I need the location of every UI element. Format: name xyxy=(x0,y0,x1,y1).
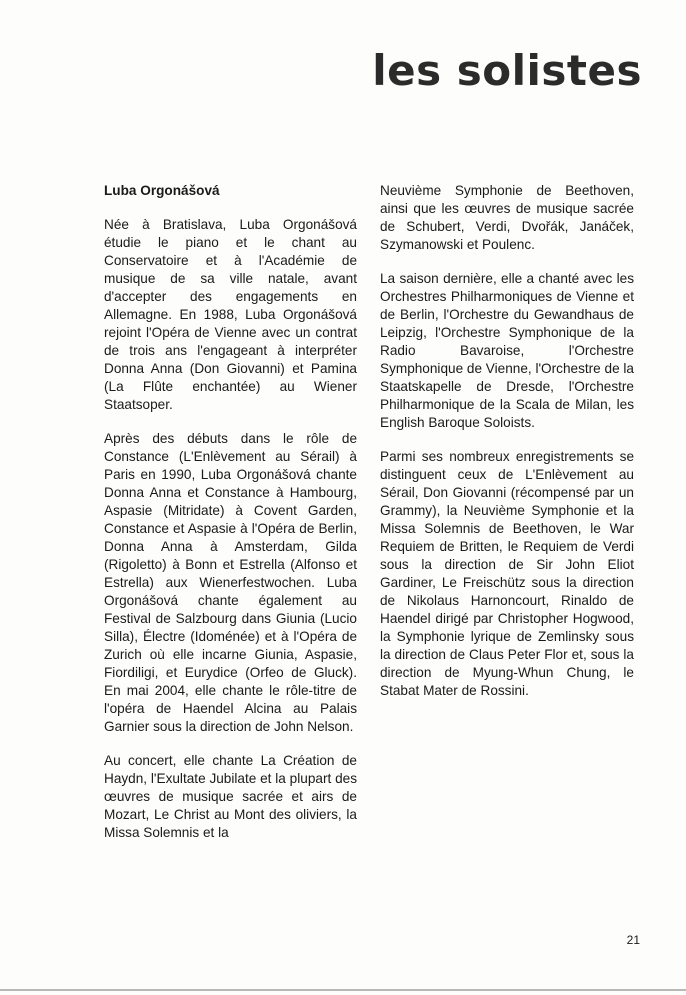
section-title: les solistes xyxy=(372,46,642,95)
page-number: 21 xyxy=(626,933,640,947)
biography-paragraph: Neuvième Symphonie de Beethoven, ainsi que les œuvres de musique sacrée de Schubert, Verdi, Dvořák, Janáček, Szymanowski et Poulenc. xyxy=(380,183,634,252)
biography-paragraph: Née à Bratislava, Luba Orgonášová étudie le piano et le chant au Conservatoire et à l'Académie de musique de sa ville natale, avant d'accepter des engagements en Allemagne. En 1988, Luba Orgonášová rejoint l'Opéra de Vienne avec un contrat de trois ans l'engageant à interpréter Donna Anna (Don Giovanni) et Pamina (La Flûte enchantée) au Wiener Staatsoper. xyxy=(104,217,357,412)
page-edge-line xyxy=(0,989,686,991)
right-column xyxy=(380,182,634,716)
left-column xyxy=(104,182,357,858)
biography-paragraph: La saison dernière, elle a chanté avec les Orchestres Philharmoniques de Vienne et de Berlin, l'Orchestre du Gewandhaus de Leipzig, l'Orchestre Symphonique de la Radio Bavaroise, l'Orchestre Symphonique de Vienne, l'Orchestre de la Staatskapelle de Dresde, l'Orchestre Philharmonique de la Scala de Milan, les English Baroque Soloists. xyxy=(380,271,634,430)
biography-paragraph: Après des débuts dans le rôle de Constance (L'Enlèvement au Sérail) à Paris en 1990, Luba Orgonášová chante Donna Anna et Constance à Hambourg, Aspasie (Mitridate) à Covent Garden, Constance et Aspasie à l'Opéra de Berlin, Donna Anna à Amsterdam, Gilda (Rigoletto) à Bonn et Estrella (Alfonso et Estrella) aux Wienerfestwochen. Luba Orgonášová chante également au Festival de Salzbourg dans Giunia (Lucio Silla), Électre (Idoménée) et à l'Opéra de Zurich où elle incarne Giunia, Aspasie, Fiordiligi, et Eurydice (Orfeo de Gluck). En mai 2004, elle chante le rôle-titre de l'opéra de Haendel Alcina au Palais Garnier sous la direction de John Nelson. xyxy=(104,431,357,734)
biography-paragraph: Parmi ses nombreux enregistrements se distinguent ceux de L'Enlèvement au Sérail, Don Giovanni (récompensé par un Grammy), la Neuvième Symphonie et la Missa Solemnis de Beethoven, le War Requiem de Britten, le Requiem de Verdi sous la direction de Sir John Eliot Gardiner, Le Freischütz sous la direction de Nikolaus Harnoncourt, Rinaldo de Haendel dirigé par Christopher Hogwood, la Symphonie lyrique de Zemlinsky sous la direction de Claus Peter Flor et, sous la direction de Myung-Whun Chung, le Stabat Mater de Rossini. xyxy=(380,449,634,698)
biography-paragraph: Au concert, elle chante La Création de Haydn, l'Exultate Jubilate et la plupart des œuvres de musique sacrée et airs de Mozart, Le Christ au Mont des oliviers, la Missa Solemnis et la xyxy=(104,753,357,840)
soloist-name-heading: Luba Orgonášová xyxy=(104,183,220,198)
